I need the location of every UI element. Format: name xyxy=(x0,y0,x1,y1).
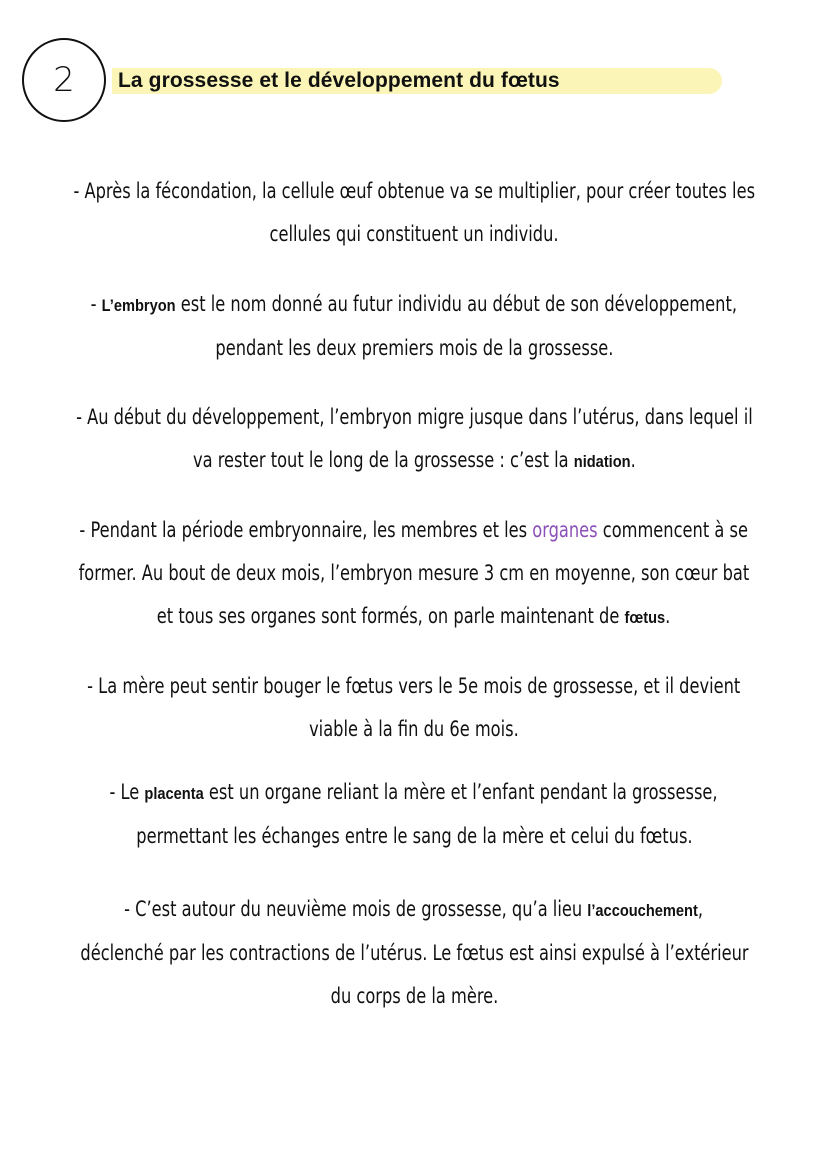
paragraph-line: cellules qui constituent un individu. xyxy=(269,222,559,246)
paragraph-text: est le nom donné au futur individu au début de son développement, xyxy=(175,292,738,316)
paragraph-line: déclenché par les contractions de l’utérus. Le fœtus est ainsi expulsé à l’extérieur xyxy=(79,941,749,965)
paragraph-text: - Le xyxy=(109,780,145,804)
paragraph-mere-sentir xyxy=(0,665,828,751)
paragraph-line: pendant les deux premiers mois de la grossesse. xyxy=(214,336,614,360)
paragraph-fecondation xyxy=(0,170,828,256)
paragraph-text: et tous ses organes sont formés, on parle maintenant de xyxy=(157,604,625,628)
paragraph-line: - La mère peut sentir bouger le fœtus vers le 5e mois de grossesse, et il devient xyxy=(87,674,741,698)
paragraph-placenta xyxy=(0,771,828,858)
term-foetus: fœtus xyxy=(624,608,666,627)
paragraph-text: . xyxy=(630,448,636,472)
term-placenta: placenta xyxy=(144,784,205,803)
organes-link[interactable]: organes xyxy=(532,518,598,542)
term-embryon: L’embryon xyxy=(101,296,176,315)
paragraph-text: . xyxy=(665,604,671,628)
paragraph-line: du corps de la mère. xyxy=(330,984,498,1008)
term-nidation: nidation xyxy=(573,452,631,471)
paragraph-text: va rester tout le long de la grossesse : c’est la xyxy=(192,448,574,472)
paragraph-text: - xyxy=(90,292,102,316)
paragraph-periode-embryonnaire xyxy=(0,509,828,639)
term-accouchement: l’accouchement xyxy=(587,901,699,920)
paragraph-line: former. Au bout de deux mois, l’embryon mesure 3 cm en moyenne, son cœur bat xyxy=(78,561,750,585)
section-header xyxy=(22,38,782,130)
paragraph-text: commencent à se xyxy=(597,518,749,542)
section-title: La grossesse et le développement du fœtus xyxy=(118,69,560,92)
paragraph-text: est un organe reliant la mère et l’enfant pendant la grossesse, xyxy=(204,780,719,804)
paragraph-line: permettant les échanges entre le sang de la mère et celui du fœtus. xyxy=(135,824,693,848)
paragraph-accouchement xyxy=(0,888,828,1018)
section-title-wrap xyxy=(106,66,560,96)
paragraph-text: - C’est autour du neuvième mois de grossesse, qu’a lieu xyxy=(124,897,588,921)
paragraph-embryon xyxy=(0,283,828,370)
paragraph-nidation xyxy=(0,396,828,483)
paragraph-text: , xyxy=(698,897,704,921)
section-number: 2 xyxy=(53,60,75,100)
paragraph-line: - Au début du développement, l’embryon migre jusque dans l’utérus, dans lequel il xyxy=(75,405,753,429)
paragraph-text: - Pendant la période embryonnaire, les membres et les xyxy=(79,518,533,542)
paragraph-line: viable à la fin du 6e mois. xyxy=(309,717,519,741)
section-number-badge xyxy=(22,38,106,122)
paragraph-line: - Après la fécondation, la cellule œuf obtenue va se multiplier, pour créer toutes les xyxy=(73,179,755,203)
